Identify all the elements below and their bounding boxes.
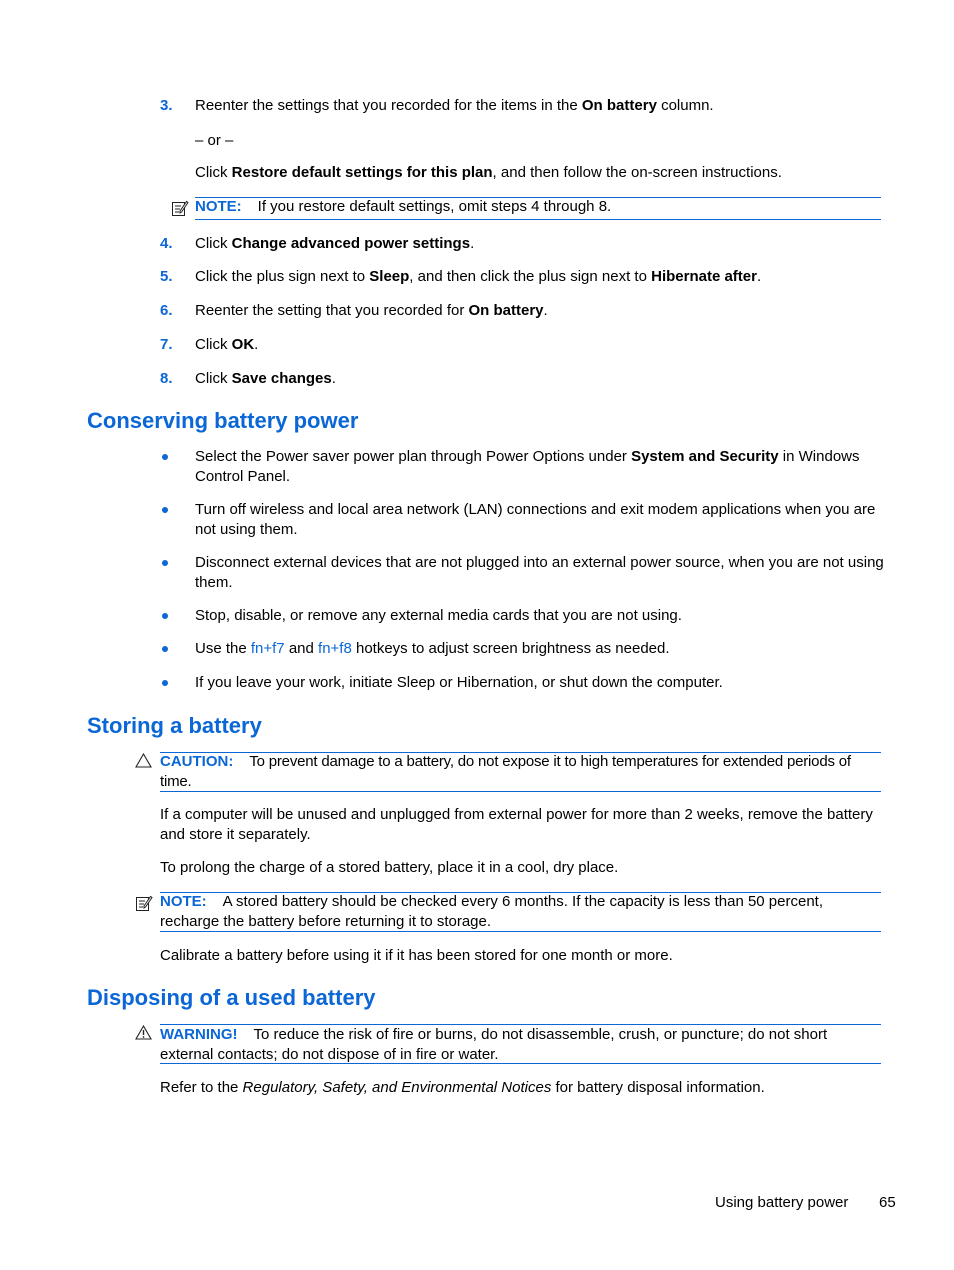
caution-label: CAUTION: xyxy=(160,753,234,770)
step-number: 4. xyxy=(160,235,173,252)
step-text-pre: Click xyxy=(195,164,232,181)
bullet-text: If you leave your work, initiate Sleep or Hibernation, or shut down the computer. xyxy=(195,674,723,691)
section-heading: Storing a battery xyxy=(87,713,262,738)
warning-label: WARNING! xyxy=(160,1026,238,1043)
caution-box xyxy=(160,752,882,791)
bullet-text: Stop, disable, or remove any external media cards that you are not using. xyxy=(195,607,682,624)
bullet-text: Turn off wireless and local area network (LAN) connections and exit modem applications when you are not using them. xyxy=(195,501,876,538)
note-box xyxy=(160,892,882,931)
step-number: 8. xyxy=(160,370,173,387)
step-text-post: . xyxy=(543,302,548,319)
step-text-bold: On battery xyxy=(468,302,544,319)
step-text xyxy=(195,267,885,287)
step-text xyxy=(195,163,885,183)
step-text-pre: Click xyxy=(195,370,232,387)
bullet-text: Disconnect external devices that are not plugged into an external power source, when you are not using them. xyxy=(195,554,884,591)
step-text-mid: , and then click the plus sign next to xyxy=(409,268,652,285)
warning-box xyxy=(160,1025,882,1064)
caution-icon xyxy=(135,753,152,768)
paragraph-pre: Refer to the xyxy=(160,1079,243,1096)
note-text: A stored battery should be checked every 6 months. If the capacity is less than 50 percent, recharge the battery before returning it to storage. xyxy=(160,893,824,930)
note-rule-bottom xyxy=(195,219,881,220)
step-number: 3. xyxy=(160,97,173,114)
bullet-dot xyxy=(162,507,168,513)
step-text xyxy=(195,301,885,321)
paragraph: Calibrate a battery before using it if it has been stored for one month or more. xyxy=(160,947,673,964)
document-title-reference: Regulatory, Safety, and Environmental Notices xyxy=(242,1079,552,1096)
note-icon xyxy=(171,199,189,217)
bullet-dot xyxy=(162,454,168,460)
step-text-pre: Reenter the settings that you recorded for the items in the xyxy=(195,97,582,114)
warning-text: To reduce the risk of fire or burns, do not disassemble, crush, or puncture; do not short external contacts; do not dispose of in fire or water. xyxy=(160,1026,828,1063)
caution-text: To prevent damage to a battery, do not expose it to high temperatures for extended periods of time. xyxy=(160,753,851,790)
bullet-dot xyxy=(162,680,168,686)
step-text-post: . xyxy=(254,336,259,353)
note-rule-bottom xyxy=(160,931,881,932)
section-heading: Disposing of a used battery xyxy=(87,985,376,1010)
step-text xyxy=(195,234,885,254)
paragraph xyxy=(160,1078,882,1098)
bullet-text-pre: Select the Power saver power plan through Power Options under xyxy=(195,448,632,465)
step-text-pre: Reenter the setting that you recorded for xyxy=(195,302,469,319)
step-text xyxy=(195,369,885,389)
or-separator: – or – xyxy=(195,132,234,149)
bullet-text xyxy=(195,639,885,659)
note-box xyxy=(195,197,881,217)
step-text-post: . xyxy=(331,370,336,387)
caution-rule-bottom xyxy=(160,791,881,792)
step-number: 5. xyxy=(160,268,173,285)
step-number: 6. xyxy=(160,302,173,319)
bullet-text-post: hotkeys to adjust screen brightness as needed. xyxy=(351,640,670,657)
note-label: NOTE: xyxy=(195,198,242,215)
bullet-dot xyxy=(162,646,168,652)
bullet-dot xyxy=(162,560,168,566)
paragraph: To prolong the charge of a stored battery, place it in a cool, dry place. xyxy=(160,859,619,876)
step-text-bold: Save changes xyxy=(231,370,332,387)
step-text xyxy=(195,335,885,355)
step-number: 7. xyxy=(160,336,173,353)
step-text-bold: On battery xyxy=(581,97,657,114)
step-text-bold: Sleep xyxy=(369,268,410,285)
bullet-dot xyxy=(162,613,168,619)
note-text: If you restore default settings, omit steps 4 through 8. xyxy=(257,198,612,215)
step-text-post: , and then follow the on-screen instructions. xyxy=(492,164,782,181)
step-text-post: . xyxy=(756,268,762,285)
hotkey-fn-f8: fn+f8 xyxy=(318,640,352,657)
step-text-pre: Click the plus sign next to xyxy=(195,268,370,285)
note-icon xyxy=(135,894,153,912)
step-text-pre: Click xyxy=(195,235,232,252)
bullet-text-pre: Use the xyxy=(195,640,251,657)
step-text-bold: OK xyxy=(231,336,255,353)
step-text-pre: Click xyxy=(195,336,232,353)
footer-section-title: Using battery power xyxy=(715,1194,849,1211)
paragraph: If a computer will be unused and unplugged from external power for more than 2 weeks, remove the battery and store it separately. xyxy=(160,806,873,843)
step-text-bold: Restore default settings for this plan xyxy=(231,164,493,181)
paragraph-post: for battery disposal information. xyxy=(551,1079,765,1096)
note-label: NOTE: xyxy=(160,893,207,910)
warning-icon xyxy=(135,1025,152,1040)
section-heading: Conserving battery power xyxy=(87,408,359,433)
step-text-post: column. xyxy=(656,97,714,114)
step-text xyxy=(195,96,885,116)
step-text-bold: Change advanced power settings xyxy=(231,235,471,252)
bullet-text-bold: System and Security xyxy=(631,448,779,465)
hotkey-fn-f7: fn+f7 xyxy=(250,640,285,657)
page-number: 65 xyxy=(879,1194,896,1211)
bullet-text-post: in Windows Control Panel. xyxy=(195,448,860,485)
step-text-post: . xyxy=(470,235,475,252)
bullet-text xyxy=(195,447,885,486)
warning-rule-bottom xyxy=(160,1063,881,1064)
bullet-text-mid: and xyxy=(284,640,319,657)
step-text-bold: Hibernate after xyxy=(651,268,757,285)
